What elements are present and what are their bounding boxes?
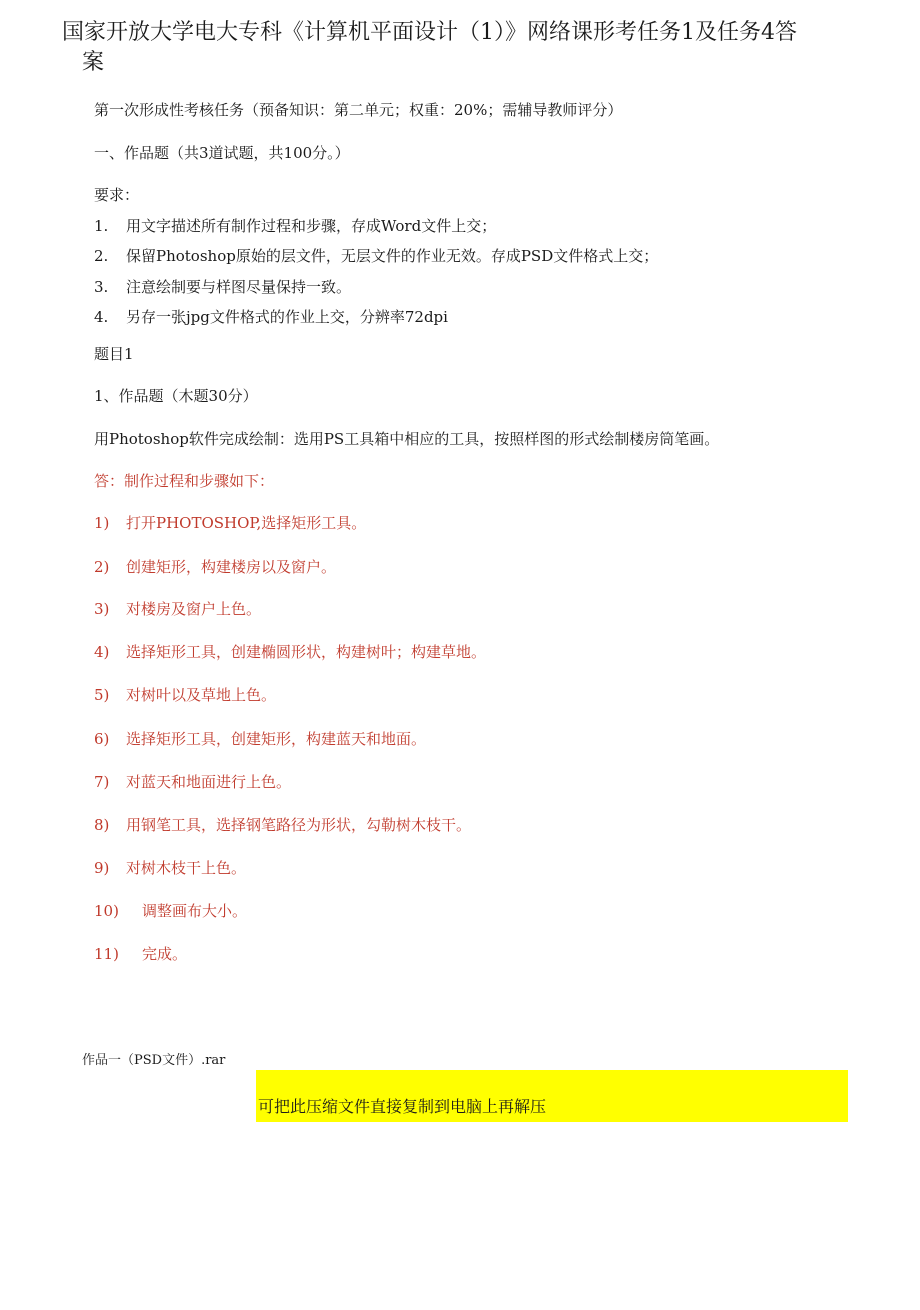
answer-step bbox=[94, 858, 246, 878]
answer-step bbox=[94, 642, 486, 662]
answer-step bbox=[94, 815, 471, 835]
step-text: 对蓝天和地面进行上色。 bbox=[126, 773, 292, 791]
attachment-file-link[interactable]: 作品一（PSD文件）.rar bbox=[82, 1053, 226, 1068]
requirement-item bbox=[94, 307, 448, 327]
step-number: 2) bbox=[94, 558, 110, 576]
answer-intro: 答：制作过程和步骤如下： bbox=[94, 472, 275, 490]
requirement-item bbox=[94, 216, 496, 236]
answer-step bbox=[94, 944, 187, 964]
step-text: 调整画布大小。 bbox=[142, 902, 248, 920]
question-label: 题目1 bbox=[94, 345, 134, 363]
answer-step bbox=[94, 729, 426, 749]
step-number: 9) bbox=[94, 859, 110, 877]
step-number: 1) bbox=[94, 514, 110, 532]
requirement-text: 保留Photoshop原始的层文件，无层文件的作业无效。存成PSD文件格式上交； bbox=[126, 247, 659, 265]
answer-step bbox=[94, 685, 276, 705]
document-title bbox=[62, 18, 862, 78]
task-header: 第一次形成性考核任务（预备知识：第二单元；权重：20%；需辅导教师评分） bbox=[94, 101, 623, 119]
answer-step bbox=[94, 513, 366, 533]
title-line-2: 案 bbox=[82, 50, 105, 75]
question-text: 用Photoshop软件完成绘制：选用PS工具箱中相应的工具，按照样图的形式绘制楼房筒笔画。 bbox=[94, 430, 720, 448]
requirement-number: 1. bbox=[94, 217, 109, 235]
requirement-text: 注意绘制要与样图尽量保持一致。 bbox=[126, 278, 352, 296]
highlight-note-text: 可把此压缩文件直接复制到电脑上再解压 bbox=[258, 1097, 547, 1116]
title-line-1: 国家开放大学电大专科《计算机平面设计（1）》网络课形考任务1及任务4答 bbox=[62, 20, 797, 45]
answer-step bbox=[94, 901, 247, 921]
step-text: 选择矩形工具，创建矩形，构建蓝天和地面。 bbox=[126, 730, 427, 748]
requirements-label: 要求： bbox=[94, 186, 140, 204]
step-text: 用钢笔工具，选择钢笔路径为形状，勾勒树木枝干。 bbox=[126, 816, 472, 834]
step-text: 对楼房及窗户上色。 bbox=[126, 600, 262, 618]
question-title: 1、作品题（木题30分） bbox=[94, 387, 258, 405]
step-text: 打开PHOTOSHOP,选择矩形工具。 bbox=[126, 514, 367, 532]
step-text: 创建矩形，构建楼房以及窗户。 bbox=[126, 558, 337, 576]
answer-step bbox=[94, 557, 336, 577]
answer-step bbox=[94, 772, 291, 792]
step-text: 对树木枝干上色。 bbox=[126, 859, 247, 877]
requirement-item bbox=[94, 277, 351, 297]
step-number: 11) bbox=[94, 945, 119, 963]
requirement-text: 用文字描述所有制作过程和步骤，存成Word文件上交； bbox=[126, 217, 497, 235]
requirement-number: 4. bbox=[94, 308, 109, 326]
step-text: 对树叶以及草地上色。 bbox=[126, 686, 277, 704]
step-number: 8) bbox=[94, 816, 110, 834]
section-header: 一、作品题（共3道试题，共100分。） bbox=[94, 144, 350, 162]
step-text: 完成。 bbox=[142, 945, 188, 963]
highlight-note-box bbox=[256, 1070, 848, 1122]
step-number: 10) bbox=[94, 902, 119, 920]
step-number: 4) bbox=[94, 643, 110, 661]
requirement-number: 2. bbox=[94, 247, 109, 265]
requirement-item bbox=[94, 246, 658, 266]
step-number: 3) bbox=[94, 600, 110, 618]
answer-step bbox=[94, 599, 261, 619]
step-number: 5) bbox=[94, 686, 110, 704]
requirement-text: 另存一张jpg文件格式的作业上交，分辨率72dpi bbox=[126, 308, 448, 326]
step-number: 6) bbox=[94, 730, 110, 748]
step-text: 选择矩形工具，创建椭圆形状，构建树叶；构建草地。 bbox=[126, 643, 487, 661]
step-number: 7) bbox=[94, 773, 110, 791]
requirement-number: 3. bbox=[94, 278, 109, 296]
